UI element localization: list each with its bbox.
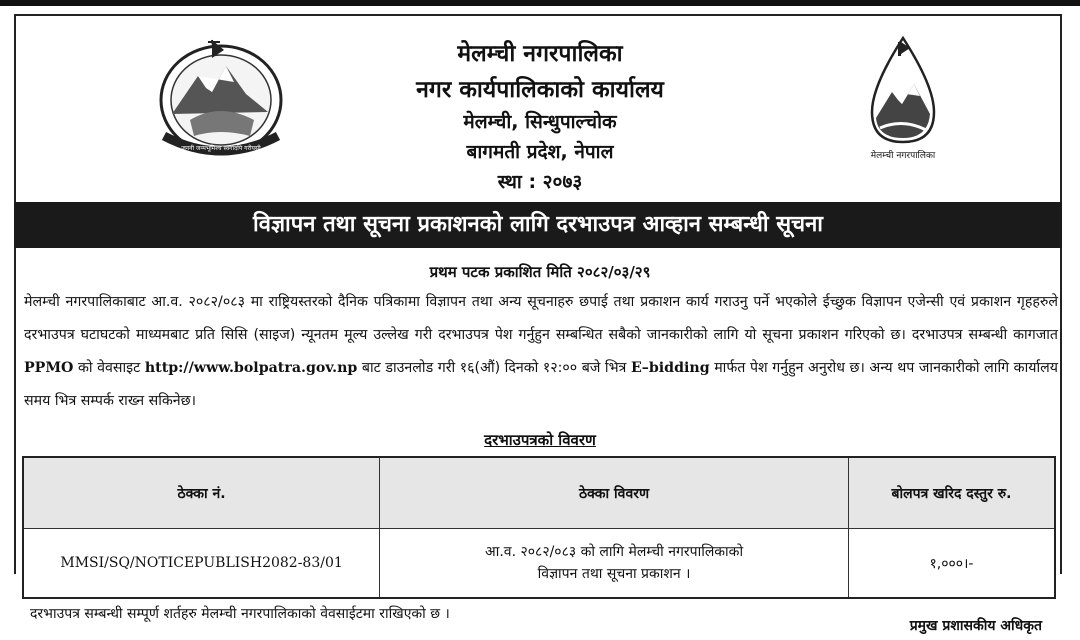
- province-country: बागमती प्रदेश, नेपाल: [466, 141, 614, 163]
- body-part-1: मेलम्ची नगरपालिकाबाट आ.व. २०८२/०८३ मा राष्ट्रियस्तरको दैनिक पत्रिकामा विज्ञापन तथा अन्य सूचनाहरु छपाई तथा प्रकाशन कार्य गराउनु पर्ने भएकोले ईच्छुक विज्ञापन एजेन्सी एवं प्रकाशन गृहहरुले दरभाउपत्र घटाघटको माध्यमबाट प्रति सिसि (साइज) न्यूनतम मूल्य उल्लेख गरी दरभाउपत्र पेश गर्नुहुन सम्बन्धित सबैको जानकारीको लागि यो सूचना प्रकाशन गरिएको छ। दरभाउपत्र सम्बन्धी कागजात: [24, 294, 1058, 343]
- top-border: [0, 0, 1080, 6]
- body-part-4: मार्फत पेश गर्नुहुन अनुरोध छ। अन्य थप जानकारीको लागि कार्यालय समय भित्र सम्पर्क राख्न सकिनेछ।: [24, 360, 1058, 409]
- table-header-row: [23, 457, 1055, 529]
- description-line-1: आ.व. २०८२/०८३ को लागि मेलम्ची नगरपालिकाको: [485, 544, 744, 560]
- established-year: स्था : २०७३: [497, 171, 583, 193]
- tender-details-heading: दरभाउपत्रको विवरण: [484, 431, 596, 449]
- body-part-3: बाट डाउनलोड गरी १६(औं) दिनको १२:०० बजे भित्र: [357, 360, 631, 376]
- contract-description-cell: [380, 529, 849, 599]
- municipality-name: मेलम्ची नगरपालिका: [457, 41, 623, 67]
- bolpatra-link[interactable]: http://www.bolpatra.gov.np: [144, 360, 358, 376]
- column-header-contract-no: ठेक्का नं.: [23, 457, 380, 529]
- office-header: [0, 28, 1080, 198]
- column-header-contract-desc: ठेक्का विवरण: [380, 457, 849, 529]
- emblem-motto: जननी जन्मभूमिश्च स्वर्गादपि गरीयसी: [181, 145, 261, 152]
- tender-table: [22, 456, 1056, 599]
- description-line-2: विज्ञापन तथा सूचना प्रकाशन ।: [537, 566, 691, 582]
- table-row: [23, 529, 1055, 599]
- bid-fee-cell: १,०००।-: [848, 529, 1055, 599]
- ebidding-text: E–bidding: [630, 360, 710, 376]
- published-date: प्रथम पटक प्रकाशित मिति २०८२/०३/२९: [429, 263, 651, 281]
- signature-title: प्रमुख प्रशासकीय अधिकृत: [909, 618, 1042, 634]
- ppmo-text: PPMO: [24, 360, 74, 376]
- office-address: मेलम्ची, सिन्धुपाल्चोक: [463, 111, 617, 133]
- column-header-fee: बोलपत्र खरिद दस्तुर रु.: [848, 457, 1055, 529]
- logo-text: मेलम्ची नगरपालिका: [870, 151, 936, 161]
- body-part-2: को वेवसाइट: [73, 360, 145, 376]
- notice-title: विज्ञापन तथा सूचना प्रकाशनको लागि दरभाउपत्र आव्हान सम्बन्धी सूचना: [14, 202, 1062, 248]
- notice-body: [24, 286, 1058, 418]
- contract-number-cell: MMSI/SQ/NOTICEPUBLISH2082-83/01: [23, 529, 380, 599]
- office-name: नगर कार्यपालिकाको कार्यालय: [416, 77, 664, 103]
- footer-note: दरभाउपत्र सम्बन्धी सम्पूर्ण शर्तहरु मेलम्ची नगरपालिकाको वेवसाईटमा राखिएको छ ।: [30, 606, 450, 622]
